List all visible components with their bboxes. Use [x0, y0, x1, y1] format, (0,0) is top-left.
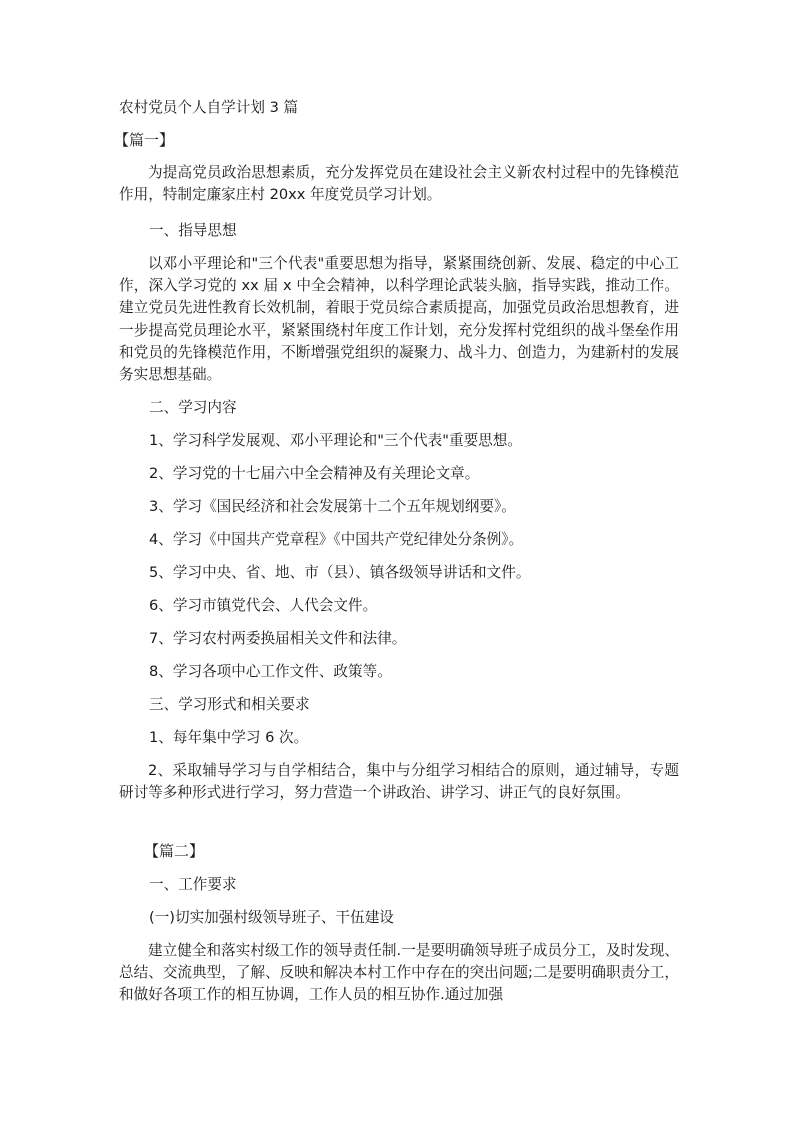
list-item: 2、学习党的十七届六中全会精神及有关理论文章。: [149, 465, 480, 482]
list-item: 4、学习《中国共产党章程》《中国共产党纪律处分条例》。: [149, 531, 524, 548]
list-item: 8、学习各项中心工作文件、政策等。: [149, 663, 392, 680]
heading-guiding-thought: 一、指导思想: [149, 222, 237, 239]
heading-study-content: 二、学习内容: [149, 399, 237, 416]
requirement-item-2: 2、采取辅导学习与自学相结合，集中与分组学习相结合的原则，通过辅导，专题研讨等多种形式进行学习，努力营造一个讲政治、讲学习、讲正气的良好氛围。: [119, 762, 679, 802]
intro-paragraph: 为提高党员政治思想素质，充分发挥党员在建设社会主义新农村过程中的先锋模范作用，特制定廉家庄村 20xx 年度党员学习计划。: [119, 164, 679, 204]
section-heading-2: 【篇二】: [144, 842, 205, 860]
section-heading-1: 【篇一】: [114, 131, 175, 149]
list-item: 1、学习科学发展观、邓小平理论和"三个代表"重要思想。: [149, 432, 522, 449]
requirement-item-1: 1、每年集中学习 6 次。: [149, 729, 309, 746]
list-item: 7、学习农村两委换届相关文件和法律。: [149, 630, 407, 647]
list-item: 3、学习《国民经济和社会发展第十二个五年规划纲要》。: [149, 498, 516, 515]
list-item: 5、学习中央、省、地、市（县）、镇各级领导讲话和文件。: [149, 564, 531, 581]
subheading-leadership: (一)切实加强村级领导班子、干伍建设: [149, 909, 394, 926]
list-item: 6、学习市镇党代会、人代会文件。: [149, 597, 378, 614]
guiding-thought-paragraph: 以邓小平理论和"三个代表"重要思想为指导，紧紧围绕创新、发展、稳定的中心工作，深入学习党的 xx 届 x 中全会精神，以科学理论武装头脑，指导实践，推动工作。建立党员先进性教育长效机制，着眼于党员综合素质提高，加强党员政治思想教育，进一步提高党员理论水平，紧紧围绕村年度工作计划，充分发挥村党组织的战斗堡垒作用和党员的先锋模范作用，不断增强党组织的凝聚力、战斗力、创造力，为建新村的发展务实思想基础。: [119, 255, 679, 384]
document-title: 农村党员个人自学计划 3 篇: [119, 99, 299, 116]
heading-work-requirements: 一、工作要求: [149, 876, 237, 893]
leadership-paragraph: 建立健全和落实村级工作的领导责任制.一是要明确领导班子成员分工，及时发现、总结、交流典型，了解、反映和解决本村工作中存在的突出问题;二是要明确职责分工，和做好各项工作的相互协调，工作人员的相互协作.通过加强: [119, 942, 679, 1004]
heading-study-form: 三、学习形式和相关要求: [149, 696, 310, 713]
